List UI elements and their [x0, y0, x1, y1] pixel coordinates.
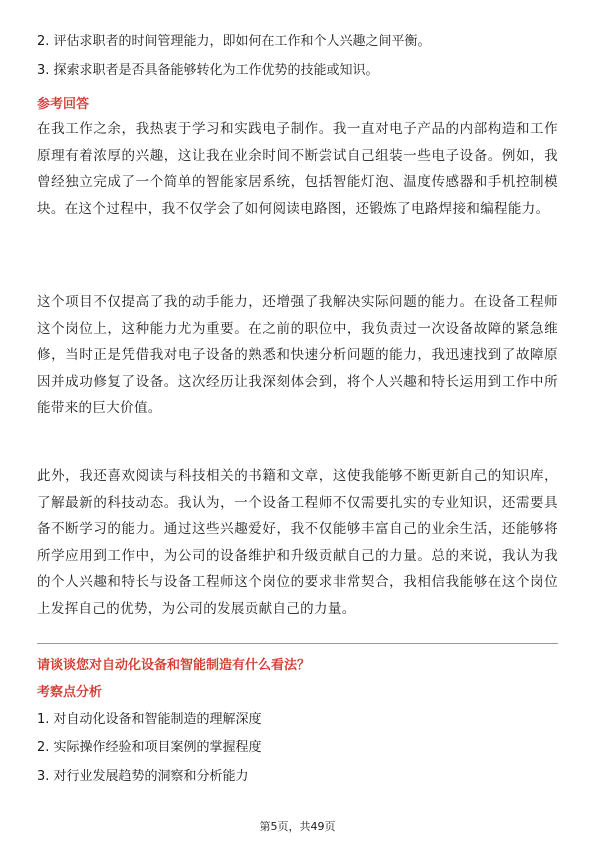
page-number-footer: 第5页，共49页 — [259, 820, 336, 833]
evaluation-point-3: 3. 探索求职者是否具备能够转化为工作优势的技能或知识。 — [37, 63, 379, 78]
evaluation-point-2: 2. 评估求职者的时间管理能力，即如何在工作和个人兴趣之间平衡。 — [37, 34, 431, 49]
answer-heading: 参考回答 — [37, 97, 90, 112]
analysis-item-1: 1. 对自动化设备和智能制造的理解深度 — [37, 712, 262, 727]
analysis-item-3: 3. 对行业发展趋势的洞察和分析能力 — [37, 769, 249, 784]
analysis-item-2: 2. 实际操作经验和项目案例的掌握程度 — [37, 740, 262, 755]
section-divider — [37, 643, 558, 644]
answer-paragraph-1: 在我工作之余，我热衷于学习和实践电子制作。我一直对电子产品的内部构造和工作原理有着浓厚的兴趣，这让我在业余时间不断尝试自己组装一些电子设备。例如，我曾经独立完成了一个简单的智能家居系统，包括智能灯泡、温度传感器和手机控制模块。在这个过程中，我不仅学会了如何阅读电路图，还锻炼了电路焊接和编程能力。 — [37, 121, 558, 217]
next-question-title: 请谈谈您对自动化设备和智能制造有什么看法？ — [37, 658, 311, 673]
answer-paragraph-2: 这个项目不仅提高了我的动手能力，还增强了我解决实际问题的能力。在设备工程师这个岗位上，这种能力尤为重要。在之前的职位中，我负责过一次设备故障的紧急维修，当时正是凭借我对电子设备的熟悉和快速分析问题的能力，我迅速找到了故障原因并成功修复了设备。这次经历让我深刻体会到，将个人兴趣和特长运用到工作中所能带来的巨大价值。 — [37, 294, 558, 416]
analysis-heading: 考察点分析 — [37, 685, 103, 700]
answer-paragraph-3: 此外，我还喜欢阅读与科技相关的书籍和文章，这使我能够不断更新自己的知识库，了解最新的科技动态。我认为，一个设备工程师不仅需要扎实的专业知识，还需要具备不断学习的能力。通过这些兴趣爱好，我不仅能够丰富自己的业余生活，还能够将所学应用到工作中，为公司的设备维护和升级贡献自己的力量。总的来说，我认为我的个人兴趣和特长与设备工程师这个岗位的要求非常契合，我相信我能够在这个岗位上发挥自己的优势，为公司的发展贡献自己的力量。 — [37, 468, 558, 617]
